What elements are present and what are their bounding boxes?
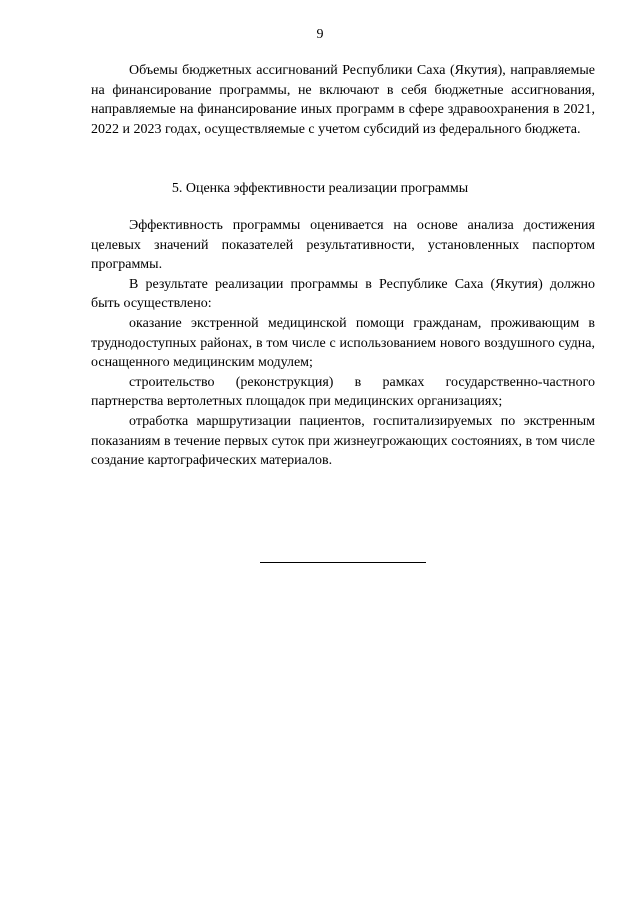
list-item-helipads: строительство (реконструкция) в рамках государственно-частного партнерства вертолетных площадок при медицинских организациях; bbox=[91, 374, 595, 410]
budget-paragraph-block bbox=[91, 61, 595, 139]
section-title: 5. Оценка эффективности реализации программы bbox=[171, 181, 469, 196]
budget-paragraph: Объемы бюджетных ассигнований Республики Саха (Якутия), направляемые на финансирование программы, не включают в себя бюджетные ассигнования, направляемые на финансирование иных программ в сфере здравоохранения в 2021, 2022 и 2023 годах, осуществляемые с учетом субсидий из федерального бюджета. bbox=[91, 63, 595, 137]
section-body bbox=[91, 216, 595, 471]
results-intro-paragraph: В результате реализации программы в Республике Саха (Якутия) должно быть осуществлено: bbox=[91, 276, 595, 312]
list-item-emergency-care: оказание экстренной медицинской помощи гражданам, проживающим в труднодоступных районах, в том числе с использованием нового воздушного судна, оснащенного медицинским модулем; bbox=[91, 315, 595, 371]
list-item-routing: отработка маршрутизации пациентов, госпитализируемых по экстренным показаниям в течение первых суток при жизнеугрожающих состояниях, в том числе создание картографических материалов. bbox=[91, 413, 595, 469]
page-number: 9 bbox=[316, 27, 324, 42]
effectiveness-paragraph: Эффективность программы оценивается на основе анализа достижения целевых значений показателей результативности, установленных паспортом программы. bbox=[91, 218, 595, 273]
end-divider bbox=[260, 562, 426, 563]
